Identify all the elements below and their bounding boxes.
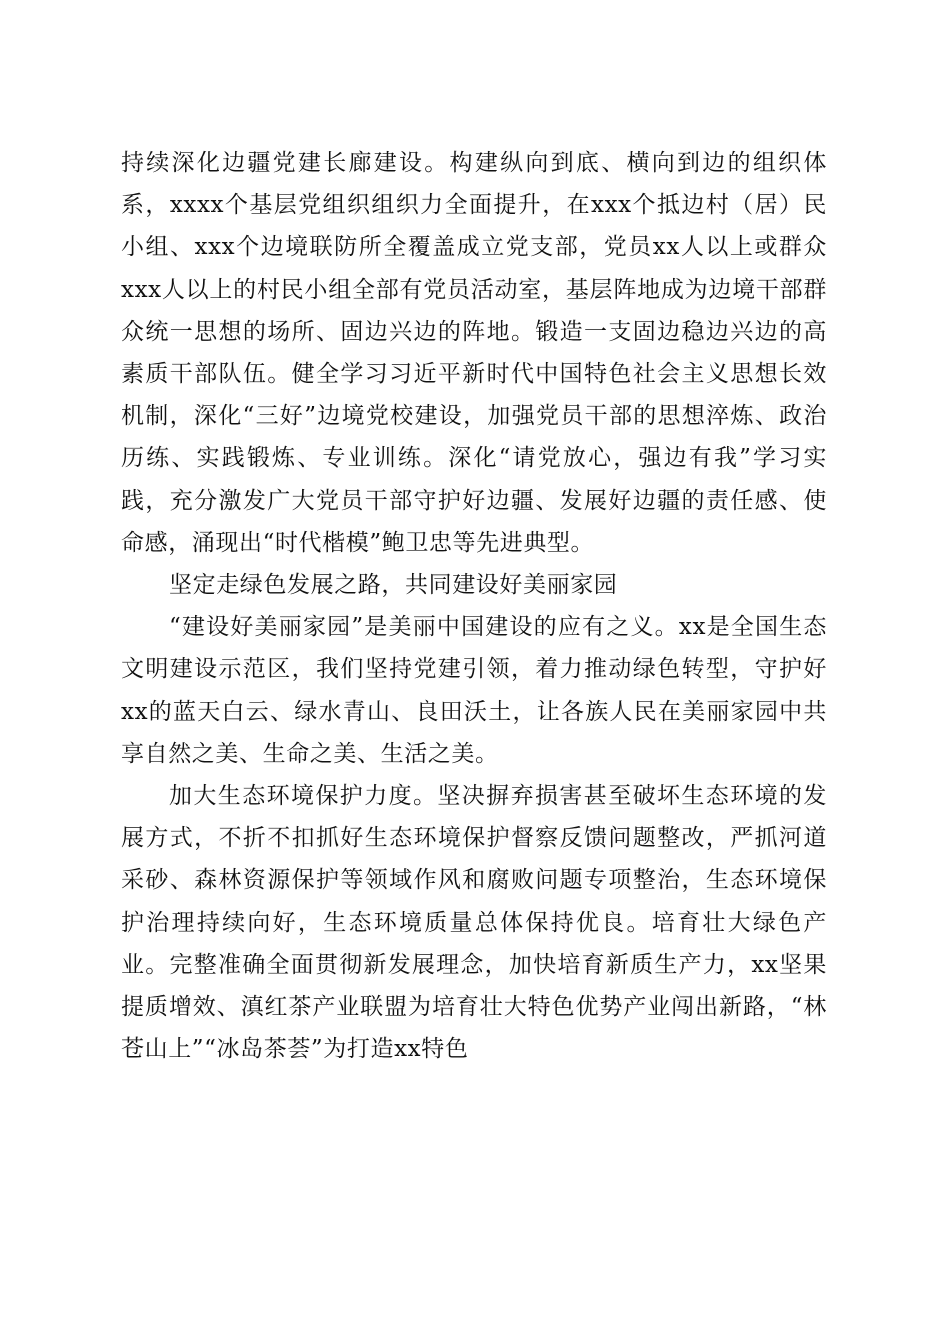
paragraph-border-party-building: 持续深化边疆党建长廊建设。构建纵向到底、横向到边的组织体系，xxxx个基层党组织组织力全面提升，在xxx个抵边村（居）民小组、xxx个边境联防所全覆盖成立党支部，党员xx人以上或群众xxx人以上的村民小组全部有党员活动室，基层阵地成为边境干部群众统一思想的场所、固边兴边的阵地。锻造一支固边稳边兴边的高素质干部队伍。健全学习习近平新时代中国特色社会主义思想长效机制，深化“三好”边境党校建设，加强党员干部的思想淬炼、政治历练、实践锻炼、专业训练。深化“请党放心，强边有我”学习实践，充分激发广大党员干部守护好边疆、发展好边疆的责任感、使命感，涌现出“时代楷模”鲍卫忠等先进典型。 <box>121 150 827 556</box>
section-heading-green-development: 坚定走绿色发展之路，共同建设好美丽家园 <box>169 572 618 599</box>
paragraph-ecological-protection: 加大生态环境保护力度。坚决摒弃损害甚至破坏生态环境的发展方式，不折不扣抓好生态环境保护督察反馈问题整改，严抓河道采砂、森林资源保护等领域作风和腐败问题专项整治，生态环境保护治理持续向好，生态环境质量总体保持优良。培育壮大绿色产业。完整准确全面贯彻新发展理念，加快培育新质生产力，xx坚果提质增效、滇红茶产业联盟为培育壮大特色优势产业闯出新路，“林苍山上”“冰岛茶荟”为打造xx特色 <box>121 783 827 1063</box>
document-body <box>121 142 827 1070</box>
paragraph-beautiful-homeland: “建设好美丽家园”是美丽中国建设的应有之义。xx是全国生态文明建设示范区，我们坚持党建引领，着力推动绿色转型，守护好xx的蓝天白云、绿水青山、良田沃土，让各族人民在美丽家园中共享自然之美、生命之美、生活之美。 <box>121 614 827 767</box>
